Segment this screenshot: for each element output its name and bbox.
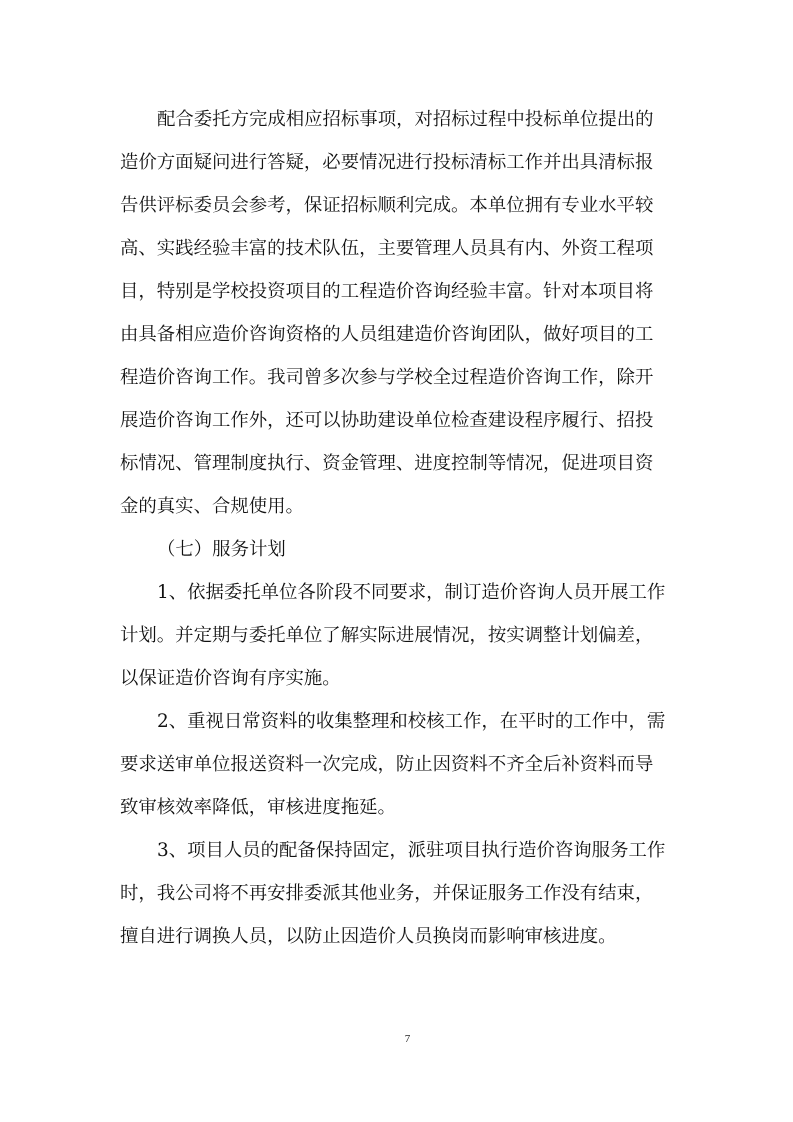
list-item-line: 2、重视日常资料的收集整理和校核工作，在平时的工作中，需 [157, 711, 666, 732]
body-text [120, 102, 666, 962]
list-item-line: 时，我公司将不再安排委派其他业务，并保证服务工作没有结束， [120, 883, 654, 904]
paragraph-line: 高、实践经验丰富的技术队伍，主要管理人员具有内、外资工程项 [120, 238, 654, 259]
list-item-line: 擅自进行调换人员，以防止因造价人员换岗而影响审核进度。 [120, 926, 617, 947]
list-item-line: 以保证造价咨询有序实施。 [120, 668, 341, 689]
paragraph-line: 目，特别是学校投资项目的工程造价咨询经验丰富。针对本项目将 [120, 281, 654, 302]
paragraph-line: 程造价咨询工作。我司曾多次参与学校全过程造价咨询工作，除开 [120, 367, 654, 388]
page-number: 7 [404, 1033, 411, 1045]
list-item-line: 要求送审单位报送资料一次完成，防止因资料不齐全后补资料而导 [120, 754, 654, 775]
paragraph-line: 金的真实、合规使用。 [120, 496, 304, 517]
list-item-line: 致审核效率降低，审核进度拖延。 [120, 797, 396, 818]
paragraph-line: 由具备相应造价咨询资格的人员组建造价咨询团队，做好项目的工 [120, 324, 654, 345]
paragraph-line: 配合委托方完成相应招标事项，对招标过程中投标单位提出的 [157, 109, 654, 130]
paragraph-line: 告供评标委员会参考，保证招标顺利完成。本单位拥有专业水平较 [120, 195, 654, 216]
list-item-line: 3、项目人员的配备保持固定，派驻项目执行造价咨询服务工作 [157, 840, 666, 861]
section-heading: （七）服务计划 [157, 539, 286, 560]
list-item-line: 计划。并定期与委托单位了解实际进展情况，按实调整计划偏差， [120, 625, 654, 646]
list-item-line: 1、依据委托单位各阶段不同要求，制订造价咨询人员开展工作 [157, 582, 666, 603]
paragraph-line: 标情况、管理制度执行、资金管理、进度控制等情况，促进项目资 [120, 453, 654, 474]
paragraph-line: 展造价咨询工作外，还可以协助建设单位检查建设程序履行、招投 [120, 410, 654, 431]
paragraph-line: 造价方面疑问进行答疑，必要情况进行投标清标工作并出具清标报 [120, 152, 654, 173]
